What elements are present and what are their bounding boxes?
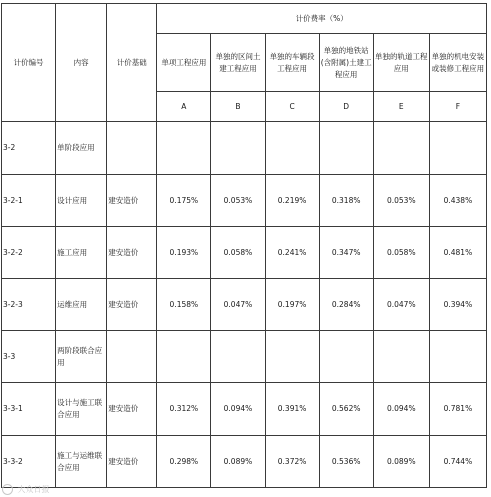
rate-cell-e — [373, 122, 429, 175]
rate-cell-b — [211, 331, 265, 383]
row-basis: 建安造价 — [107, 175, 157, 227]
row-code: 3-2-1 — [2, 175, 56, 227]
rate-cell-d — [319, 331, 373, 383]
col-header-basis: 计价基础 — [107, 4, 157, 122]
col-letter-f: F — [429, 92, 486, 122]
rate-cell-f: 0.481% — [429, 227, 486, 279]
row-content: 单阶段应用 — [56, 122, 107, 175]
rate-cell-d — [319, 122, 373, 175]
col-header-title-a: 单项工程应用 — [157, 34, 211, 92]
rate-cell-d: 0.536% — [319, 436, 373, 488]
watermark — [2, 484, 50, 495]
col-letter-d: D — [319, 92, 373, 122]
rate-cell-f: 0.744% — [429, 436, 486, 488]
rate-cell-c — [265, 122, 319, 175]
rate-cell-e: 0.053% — [373, 175, 429, 227]
header-row-group — [2, 4, 487, 34]
row-content: 运维应用 — [56, 279, 107, 331]
row-basis — [107, 331, 157, 383]
watermark-logo-icon — [2, 484, 13, 495]
table-row — [2, 175, 487, 227]
col-header-rate-group: 计价费率（%） — [157, 4, 487, 34]
rate-cell-e: 0.089% — [373, 436, 429, 488]
rate-cell-b: 0.094% — [211, 383, 265, 436]
row-code: 3-2-2 — [2, 227, 56, 279]
rate-cell-c: 0.197% — [265, 279, 319, 331]
row-content: 设计与施工联合应用 — [56, 383, 107, 436]
rate-cell-a: 0.193% — [157, 227, 211, 279]
rate-cell-a: 0.158% — [157, 279, 211, 331]
table-row — [2, 279, 487, 331]
rate-cell-f: 0.394% — [429, 279, 486, 331]
row-code: 3-3-1 — [2, 383, 56, 436]
rate-cell-b: 0.089% — [211, 436, 265, 488]
row-content: 施工与运维联合应用 — [56, 436, 107, 488]
rate-cell-c: 0.241% — [265, 227, 319, 279]
rate-cell-a — [157, 331, 211, 383]
rate-cell-f — [429, 331, 486, 383]
rate-cell-d: 0.562% — [319, 383, 373, 436]
rate-cell-c — [265, 331, 319, 383]
rate-cell-a — [157, 122, 211, 175]
row-code: 3-3-2 — [2, 436, 56, 488]
rate-cell-b — [211, 122, 265, 175]
rate-cell-a: 0.298% — [157, 436, 211, 488]
row-content: 施工应用 — [56, 227, 107, 279]
col-header-code: 计价编号 — [2, 4, 56, 122]
table-row — [2, 383, 487, 436]
rate-cell-e: 0.047% — [373, 279, 429, 331]
rate-cell-a: 0.175% — [157, 175, 211, 227]
row-code: 3-2-3 — [2, 279, 56, 331]
row-basis: 建安造价 — [107, 436, 157, 488]
rate-cell-d: 0.318% — [319, 175, 373, 227]
table-row — [2, 227, 487, 279]
col-header-title-b: 单独的区间土建工程应用 — [211, 34, 265, 92]
rate-cell-e: 0.094% — [373, 383, 429, 436]
table-row — [2, 122, 487, 175]
rate-cell-e — [373, 331, 429, 383]
row-basis: 建安造价 — [107, 279, 157, 331]
watermark-text: 大众日报 — [17, 485, 50, 494]
col-letter-e: E — [373, 92, 429, 122]
rate-cell-a: 0.312% — [157, 383, 211, 436]
rate-cell-c: 0.372% — [265, 436, 319, 488]
row-content: 设计应用 — [56, 175, 107, 227]
table-row — [2, 331, 487, 383]
rate-cell-d: 0.284% — [319, 279, 373, 331]
rate-cell-f: 0.781% — [429, 383, 486, 436]
col-header-title-d: 单独的地铁站(含附属)土建工程应用 — [319, 34, 373, 92]
col-header-title-f: 单独的机电安装或装修工程应用 — [429, 34, 486, 92]
col-header-title-e: 单独的轨道工程应用 — [373, 34, 429, 92]
row-content: 两阶段联合应用 — [56, 331, 107, 383]
rate-cell-e: 0.058% — [373, 227, 429, 279]
rate-cell-c: 0.391% — [265, 383, 319, 436]
rate-cell-f: 0.438% — [429, 175, 486, 227]
rate-cell-c: 0.219% — [265, 175, 319, 227]
row-basis — [107, 122, 157, 175]
col-letter-b: B — [211, 92, 265, 122]
rate-cell-f — [429, 122, 486, 175]
rate-cell-b: 0.058% — [211, 227, 265, 279]
row-code: 3-2 — [2, 122, 56, 175]
rate-cell-d: 0.347% — [319, 227, 373, 279]
col-letter-a: A — [157, 92, 211, 122]
col-header-title-c: 单独的车辆段工程应用 — [265, 34, 319, 92]
col-letter-c: C — [265, 92, 319, 122]
col-header-content: 内容 — [56, 4, 107, 122]
row-basis: 建安造价 — [107, 383, 157, 436]
table-row — [2, 436, 487, 488]
fee-rate-table — [1, 3, 487, 488]
row-code: 3-3 — [2, 331, 56, 383]
rate-cell-b: 0.047% — [211, 279, 265, 331]
rate-cell-b: 0.053% — [211, 175, 265, 227]
row-basis: 建安造价 — [107, 227, 157, 279]
